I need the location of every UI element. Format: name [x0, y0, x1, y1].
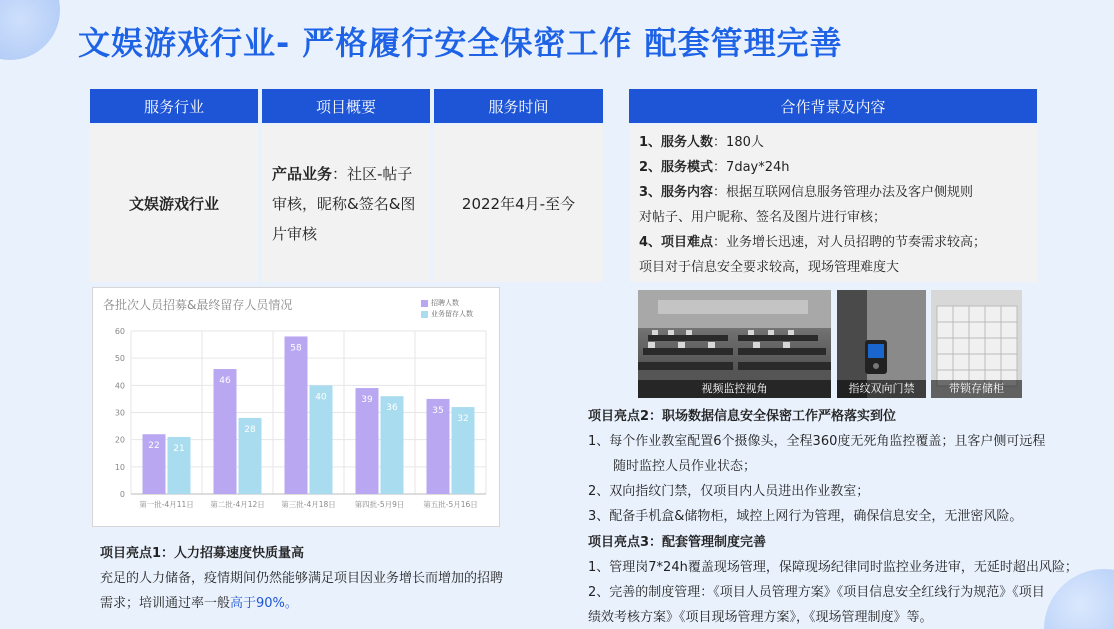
line-label: 1、服务人数: [639, 135, 714, 150]
y-tick-label: 40: [114, 381, 125, 391]
data-label: 39: [361, 395, 373, 406]
highlight3: [588, 530, 1108, 629]
background-line: [639, 130, 1027, 155]
photo-caption: 指纹双向门禁: [837, 380, 926, 398]
highlight2-item: 2、双向指纹门禁，仅项目内人员进出作业教室；: [588, 484, 870, 499]
background-content: [629, 125, 1037, 282]
highlight3-item: 绩效考核方案》《项目现场管理方案》，《现场管理制度》等。: [588, 610, 933, 625]
background-line: [639, 205, 1027, 230]
line-label: 4、项目难点: [639, 235, 714, 250]
data-label: 35: [432, 405, 444, 416]
bar: [214, 369, 237, 494]
highlight1-title: 项目亮点1：人力招募速度快质量高: [100, 546, 305, 561]
chart-title: 各批次人员招募&最终留存人员情况: [103, 298, 293, 312]
photo-caption: 带锁存储柜: [931, 380, 1022, 398]
data-label: 40: [315, 392, 327, 403]
highlight1: [100, 541, 570, 616]
x-tick-label: 第三批-4月18日: [281, 500, 336, 509]
y-tick-label: 0: [119, 490, 125, 499]
photo-fingerprint: [837, 290, 926, 398]
y-tick-label: 60: [114, 327, 125, 336]
background-line: [639, 155, 1027, 180]
highlight1-emphasis: 高于90%。: [230, 596, 298, 611]
line-text: ：根据互联网信息服务管理办法及客户侧规则: [713, 185, 974, 200]
line-text: 项目对于信息安全要求较高，现场管理难度大: [639, 260, 900, 275]
legend-label: 业务留存人数: [431, 310, 473, 318]
highlight2-title: 项目亮点2：职场数据信息安全保密工作严格落实到位: [588, 409, 897, 424]
line-text: ：业务增长迅速，对人员招聘的节奏需求较高；: [713, 235, 987, 250]
highlight3-item: 1、管理岗7*24h覆盖现场管理，保障现场纪律同时监控业务进审，无延时超出风险；: [588, 560, 1078, 575]
summary-text: [272, 159, 420, 249]
data-label: 36: [386, 403, 398, 414]
data-label: 22: [148, 441, 160, 452]
header-industry: 服务行业: [90, 89, 258, 123]
highlight2: [588, 404, 1108, 529]
highlight3-title: 项目亮点3：配套管理制度完善: [588, 535, 767, 550]
legend-label: 招聘人数: [431, 299, 459, 307]
highlight1-line: [100, 591, 570, 616]
line-text: ：7day*24h: [713, 160, 790, 175]
highlight1-line: 充足的人力储备，疫情期间仍然能够满足项目因业务增长而增加的招聘: [100, 571, 504, 586]
service-table: [90, 89, 603, 282]
y-tick-label: 50: [114, 354, 125, 364]
highlight2-item: 3、配备手机盒&储物柜，域控上网行为管理，确保信息安全，无泄密风险。: [588, 509, 1023, 524]
highlight2-item: 1、每个作业教室配置6个摄像头，全程360度无死角监控覆盖；且客户侧可远程: [588, 434, 1046, 449]
highlight2-item: 随时监控人员作业状态；: [613, 459, 757, 474]
header-background: 合作背景及内容: [629, 89, 1037, 123]
background-line: [639, 255, 1027, 280]
cell-summary: [262, 125, 430, 282]
data-label: 32: [457, 414, 469, 425]
highlight1-text: 需求；培训通过率一般: [100, 596, 231, 611]
photo-caption: 视频监控视角: [638, 380, 831, 398]
summary-detail: ：社区-帖子审核，昵称&签名&图片审核: [272, 164, 416, 243]
data-label: 46: [219, 376, 231, 387]
x-tick-label: 第二批-4月12日: [210, 500, 265, 509]
x-tick-label: 第四批-5月9日: [354, 500, 405, 509]
data-label: 21: [173, 443, 185, 454]
industry-text: 文娱游戏行业: [128, 195, 219, 213]
line-label: 2、服务模式: [639, 160, 714, 175]
line-label: 3、服务内容: [639, 185, 714, 200]
photo-monitoring: [638, 290, 831, 398]
data-label: 58: [290, 343, 302, 354]
background-line: [639, 230, 1027, 255]
header-summary: 项目概要: [262, 89, 430, 123]
y-tick-label: 20: [114, 435, 125, 445]
line-text: 对帖子、用户昵称、签名及图片进行审核；: [639, 210, 887, 225]
chart-svg: [93, 288, 501, 528]
corner-decoration: [0, 0, 60, 60]
x-tick-label: 第五批-5月16日: [423, 500, 478, 509]
y-tick-label: 30: [114, 408, 125, 418]
cell-industry: [90, 125, 258, 282]
bar: [285, 336, 308, 494]
time-text: 2022年4月-至今: [461, 195, 576, 213]
line-text: ：180人: [713, 135, 764, 150]
highlight3-item: 2、完善的制度管理：《项目人员管理方案》《项目信息安全红线行为规范》《项目: [588, 585, 1045, 600]
recruitment-chart: [92, 287, 500, 527]
background-line: [639, 180, 1027, 205]
page-title: 文娱游戏行业- 严格履行安全保密工作 配套管理完善: [78, 24, 843, 62]
photo-locker: [931, 290, 1022, 398]
y-tick-label: 10: [114, 462, 125, 472]
x-tick-label: 第一批-4月11日: [139, 500, 194, 509]
summary-bold: 产品业务: [272, 164, 333, 183]
data-label: 28: [244, 424, 256, 435]
header-time: 服务时间: [434, 89, 603, 123]
cell-time: [434, 125, 603, 282]
